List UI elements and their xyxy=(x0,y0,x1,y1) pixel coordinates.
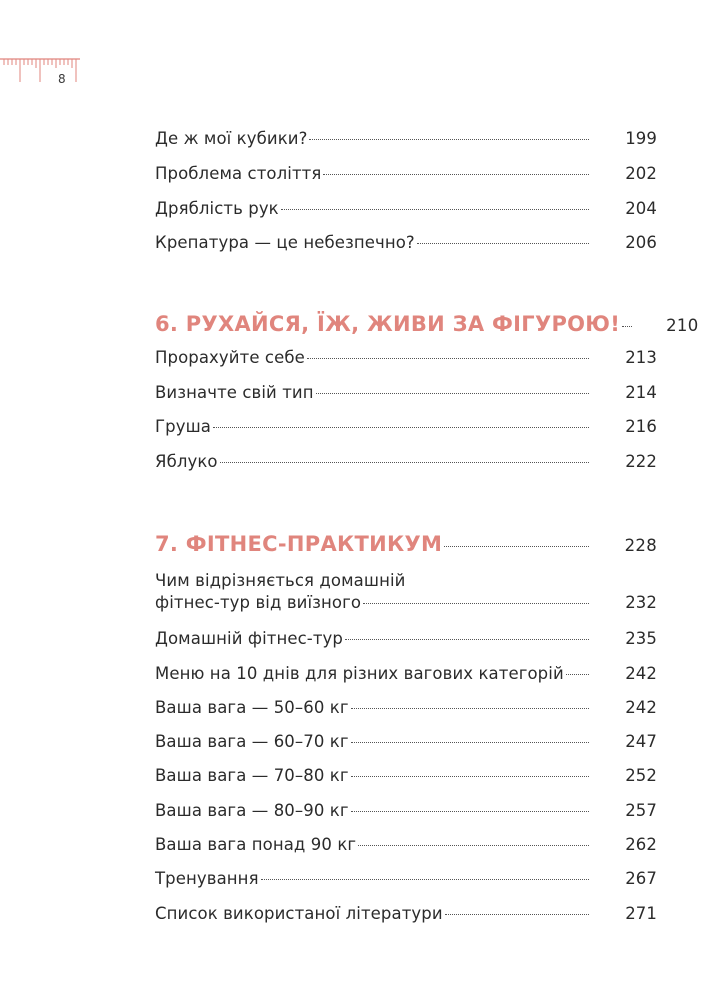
toc-entry-title: Домашній фітнес-тур xyxy=(155,629,344,648)
toc-entry-row xyxy=(155,128,657,150)
toc-page-number: 262 xyxy=(625,835,657,854)
toc-entry-title: Ваша вага — 60–70 кг xyxy=(155,732,349,751)
toc-entry-title-line1: Чим відрізняється домашній xyxy=(155,571,406,590)
dot-leader xyxy=(351,708,589,709)
toc-page-number: 202 xyxy=(625,164,657,183)
toc-entry-row xyxy=(155,903,657,925)
toc-entry-title: Крепатура — це небезпечно? xyxy=(155,233,415,252)
toc-entry-row xyxy=(155,697,657,719)
toc-entry-row xyxy=(155,800,657,822)
dot-leader xyxy=(445,914,589,915)
toc-page-number: 214 xyxy=(625,383,657,402)
dot-leader xyxy=(316,393,589,394)
toc-entry-row xyxy=(155,451,657,473)
toc-page-number: 235 xyxy=(625,629,657,648)
toc-entry-title: Список використаної літератури xyxy=(155,904,443,923)
dot-leader xyxy=(351,811,589,812)
dot-leader xyxy=(566,674,589,675)
toc-entry-row xyxy=(155,663,657,685)
toc-entry-title: Меню на 10 днів для різних вагових категорій xyxy=(155,664,564,683)
toc-entry-title: Проблема століття xyxy=(155,164,322,183)
toc-page-number: 222 xyxy=(625,452,657,471)
toc-entry-title: Ваша вага — 70–80 кг xyxy=(155,766,349,785)
toc-page-number: 210 xyxy=(666,316,699,335)
toc-entry-title: Яблуко xyxy=(155,452,218,471)
dot-leader xyxy=(444,546,589,547)
toc-page-number: 228 xyxy=(624,536,657,555)
toc-entry-row xyxy=(155,765,657,787)
toc-page-number: 213 xyxy=(625,348,657,367)
toc-entry-row xyxy=(155,347,657,369)
toc-page-number: 199 xyxy=(625,129,657,148)
toc-page-number: 232 xyxy=(625,593,657,612)
toc-entry-title: Дряблість рук xyxy=(155,199,279,218)
toc-page-number: 271 xyxy=(625,904,657,923)
dot-leader xyxy=(309,139,589,140)
dot-leader xyxy=(417,243,589,244)
toc-entry-title: Ваша вага — 50–60 кг xyxy=(155,698,349,717)
toc-entry-row xyxy=(155,163,657,185)
toc-entry-title: Ваша вага — 80–90 кг xyxy=(155,801,349,820)
toc-entry-title-line2: фітнес-тур від виїзного xyxy=(155,593,362,612)
page-number: 8 xyxy=(58,72,66,86)
toc-entry-title: Де ж мої кубики? xyxy=(155,129,308,148)
toc-entry-row xyxy=(155,198,657,220)
dot-leader xyxy=(307,358,589,359)
toc-entry-title: Ваша вага понад 90 кг xyxy=(155,835,357,854)
toc-page-number: 204 xyxy=(625,199,657,218)
dot-leader xyxy=(323,174,589,175)
toc-entry-title-line2-wrap xyxy=(155,592,657,614)
toc-entry-row xyxy=(155,834,657,856)
toc-entry-row xyxy=(155,628,657,650)
toc-page-number: 257 xyxy=(625,801,657,820)
dot-leader xyxy=(622,326,632,327)
toc-chapter-title: 6. РУХАЙСЯ, ЇЖ, ЖИВИ ЗА ФІГУРОЮ! xyxy=(155,312,621,336)
toc-page-number: 242 xyxy=(625,664,657,683)
toc-page-number: 247 xyxy=(625,732,657,751)
toc-page-number: 206 xyxy=(625,233,657,252)
toc-page-number: 216 xyxy=(625,417,657,436)
dot-leader xyxy=(261,879,589,880)
dot-leader xyxy=(281,209,589,210)
toc-entry-row xyxy=(155,570,657,614)
toc-entry-title: Груша xyxy=(155,417,212,436)
toc-entry-row xyxy=(155,868,657,890)
ruler-decoration-icon xyxy=(0,56,80,90)
toc-page-number: 242 xyxy=(625,698,657,717)
toc-entry-row xyxy=(155,731,657,753)
dot-leader xyxy=(363,603,589,604)
dot-leader xyxy=(351,776,589,777)
toc-entry-title: Тренування xyxy=(155,869,259,888)
toc-entry-row xyxy=(155,416,657,438)
dot-leader xyxy=(351,742,589,743)
toc-page-number: 267 xyxy=(625,869,657,888)
toc-entry-row xyxy=(155,232,657,254)
dot-leader xyxy=(213,427,589,428)
dot-leader xyxy=(220,462,589,463)
toc-chapter-row xyxy=(155,533,657,557)
toc-chapter-row xyxy=(155,312,699,337)
toc-page-number: 252 xyxy=(625,766,657,785)
dot-leader xyxy=(358,845,589,846)
toc-chapter-title: 7. ФІТНЕС-ПРАКТИКУМ xyxy=(155,532,443,556)
toc-entry-title: Прорахуйте себе xyxy=(155,348,305,367)
toc-entry-row xyxy=(155,382,657,404)
toc-entry-title: Визначте свій тип xyxy=(155,383,314,402)
dot-leader xyxy=(345,639,589,640)
